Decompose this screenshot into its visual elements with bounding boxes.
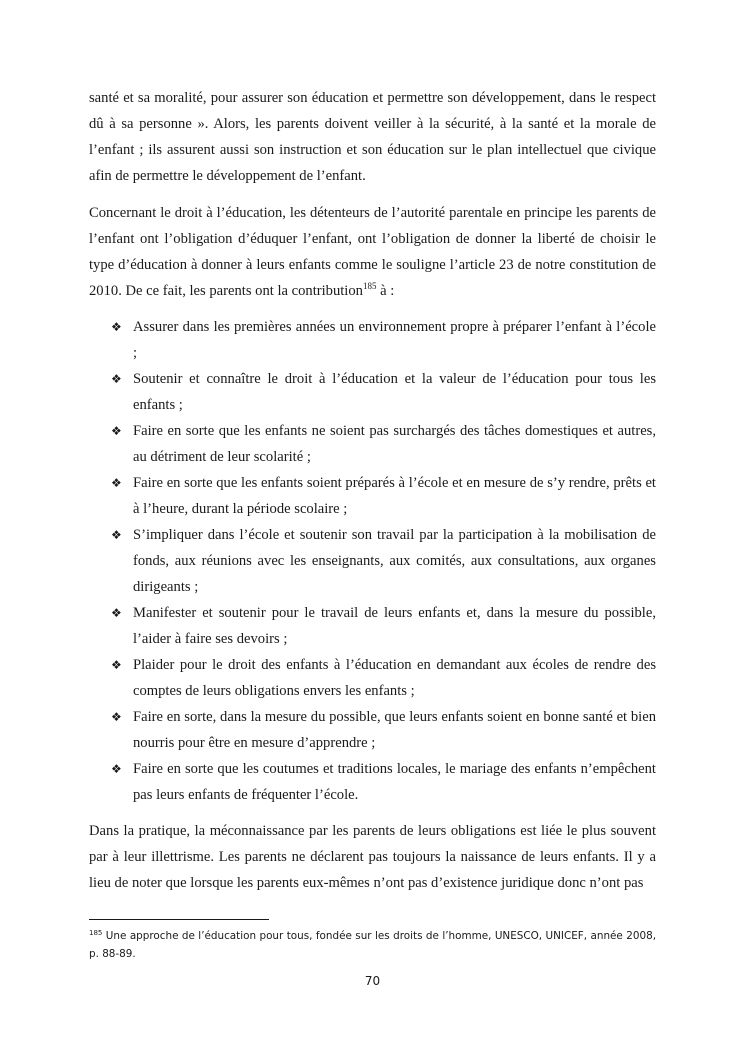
paragraph-2-text: Concernant le droit à l’éducation, les détenteurs de l’autorité parentale en principe les parents de l’enfant ont l’obligation d’éduquer l’enfant, ont l’obligation de donner la liberté de choisir le type d’éducation à donner à leurs enfants comme le souligne l’article 23 de notre constitution de 2010. De ce fait, les parents ont la contribution (89, 205, 656, 299)
list-item-text: Faire en sorte, dans la mesure du possible, que leurs enfants soient en bonne santé et bien nourris pour être en mesure d’apprendre ; (133, 709, 656, 751)
diamond-bullet-icon: ❖ (111, 762, 122, 776)
list-item (111, 704, 656, 756)
paragraph-3: Dans la pratique, la méconnaissance par les parents de leurs obligations est liée le plus souvent par à leur illettrisme. Les parents ne déclarent pas toujours la naissance de leurs enfants. Il y a lieu de noter que lorsque les parents eux-mêmes n’ont pas d’existence juridique donc n’ont pas (89, 823, 656, 891)
list-item (111, 522, 656, 600)
paragraph-1: santé et sa moralité, pour assurer son éducation et permettre son développement, dans le respect dû à sa personne ». Alors, les parents doivent veiller à la sécurité, à la santé et la morale de l’enfant ; ils assurent aussi son instruction et son éducation sur le plan intellectuel que civique afin de permettre le développement de l’enfant. (89, 90, 656, 184)
footnote-divider (89, 919, 269, 920)
diamond-bullet-icon: ❖ (111, 476, 122, 490)
footnote-reference[interactable]: 185 (362, 281, 377, 291)
footnote-text: Une approche de l’éducation pour tous, fondée sur les droits de l’homme, UNESCO, UNICEF, année 2008, p. 88-89. (89, 930, 656, 960)
paragraph-2 (89, 200, 656, 304)
list-item-text: Faire en sorte que les coutumes et traditions locales, le mariage des enfants n’empêchent pas leurs enfants de fréquenter l’école. (133, 761, 656, 803)
list-item (111, 366, 656, 418)
footnote-number: 185 (89, 929, 103, 937)
list-item (111, 756, 656, 808)
diamond-bullet-icon: ❖ (111, 658, 122, 672)
page-number: 70 (364, 974, 381, 988)
diamond-bullet-icon: ❖ (111, 320, 122, 334)
list-item-text: Soutenir et connaître le droit à l’éducation et la valeur de l’éducation pour tous les enfants ; (133, 371, 656, 413)
list-item (111, 314, 656, 366)
footnote (89, 927, 656, 963)
diamond-bullet-icon: ❖ (111, 372, 122, 386)
list-item (111, 470, 656, 522)
list-item-text: Plaider pour le droit des enfants à l’éducation en demandant aux écoles de rendre des comptes de leurs obligations envers les enfants ; (133, 657, 656, 699)
diamond-bullet-icon: ❖ (111, 606, 122, 620)
list-item (111, 600, 656, 652)
list-item-text: Faire en sorte que les enfants ne soient pas surchargés des tâches domestiques et autres, au détriment de leur scolarité ; (133, 423, 656, 465)
list-item-text: Manifester et soutenir pour le travail de leurs enfants et, dans la mesure du possible, l’aider à faire ses devoirs ; (133, 605, 656, 647)
diamond-bullet-icon: ❖ (111, 710, 122, 724)
list-item (111, 652, 656, 704)
list-item-text: Assurer dans les premières années un environnement propre à préparer l’enfant à l’école ; (133, 319, 656, 361)
list-item (111, 418, 656, 470)
diamond-bullet-icon: ❖ (111, 528, 122, 542)
diamond-bullet-icon: ❖ (111, 424, 122, 438)
bullet-list (89, 314, 656, 808)
list-item-text: S’impliquer dans l’école et soutenir son travail par la participation à la mobilisation de fonds, aux réunions avec les enseignants, aux comités, aux consultations, aux organes dirigeants ; (133, 527, 656, 595)
body-text (89, 85, 656, 906)
list-item-text: Faire en sorte que les enfants soient préparés à l’école et en mesure de s’y rendre, prêts et à l’heure, durant la période scolaire ; (133, 475, 656, 517)
paragraph-2-tail: à : (376, 283, 395, 299)
